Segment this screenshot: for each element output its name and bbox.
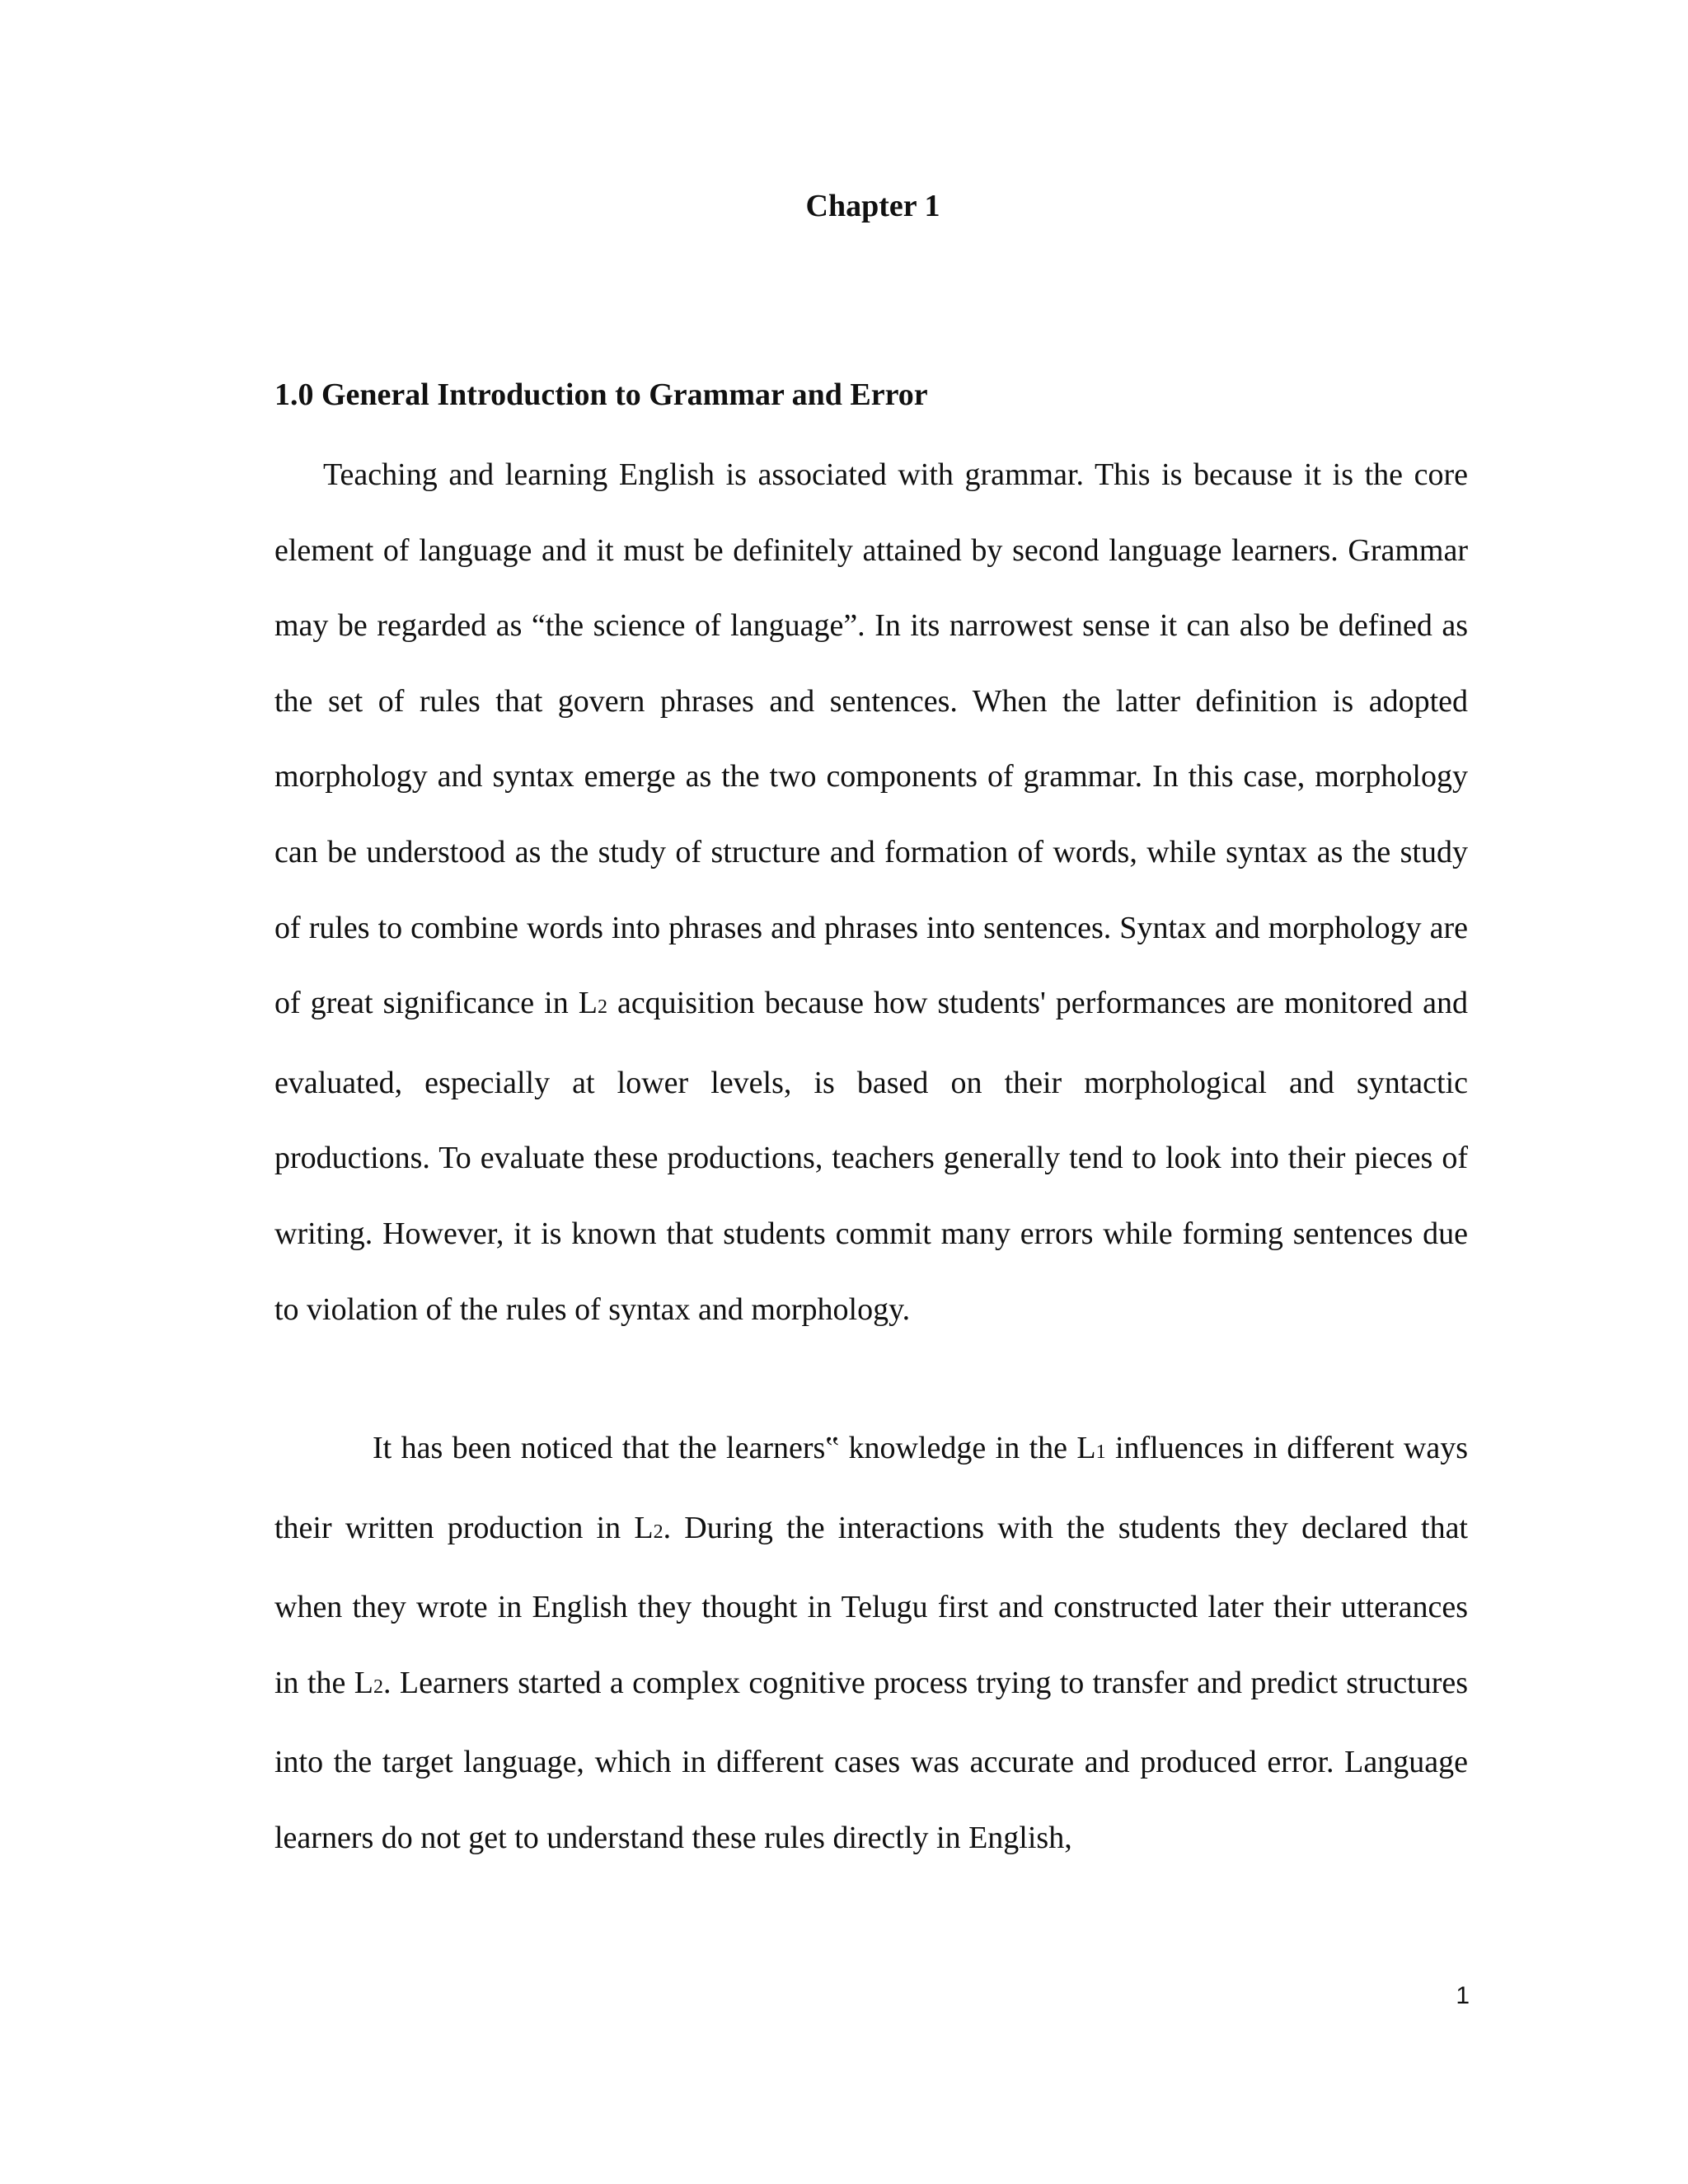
paragraph-2-text-part-3: . During the interactions with the students they declared that when they wrote in English they thought in Telugu first and constructed later their utterances in the L — [274, 1510, 1468, 1700]
chapter-title: Chapter 1 — [805, 189, 940, 223]
subscript-2: 2 — [653, 1521, 663, 1543]
subscript-1: 1 — [1095, 1441, 1106, 1463]
paragraph-1-text-end: acquisition because how students' performances are monitored and evaluated, especially at lower levels, is based on their morphological and syntactic productions. To evaluate these productions, teachers generally tend to look into their pieces of writing. However, it is known that students commit many errors while forming sentences due to violation of the rules of syntax and morphology. — [274, 986, 1469, 1327]
paragraph-2-text-part-1: It has been noticed that the learners‟ knowledge in the L — [373, 1431, 1096, 1465]
section-heading: 1.0 General Introduction to Grammar and Error — [274, 377, 928, 412]
paragraph-1 — [274, 438, 1468, 1347]
page-number: 1 — [1456, 1982, 1470, 2009]
paragraph-1-text-start: Teaching and learning English is associated with grammar. This is because it is the core element of language and it must be definitely attained by second language learners. Grammar may be regarded as “the science of language”. In its narrowest sense it can also be defined as the set of rules that govern phrases and sentences. When the latter definition is adopted morphology and syntax emerge as the two components of grammar. In this case, morphology can be understood as the study of structure and formation of words, while syntax as the study of rules to combine words into phrases and phrases into sentences. Syntax and morphology are of great significance in L — [274, 457, 1468, 1021]
paragraph-2-text-part-2: influences in different ways their written production in L — [274, 1431, 1469, 1545]
paragraph-2-text-part-4: . Learners started a complex cognitive process trying to transfer and predict structures into the target language, which in different cases was accurate and produced error. Language learners do not get to understand these rules directly in English, — [274, 1665, 1469, 1855]
paragraph-2 — [274, 1411, 1468, 1877]
subscript-2: 2 — [373, 1675, 383, 1698]
subscript-2: 2 — [597, 996, 607, 1019]
